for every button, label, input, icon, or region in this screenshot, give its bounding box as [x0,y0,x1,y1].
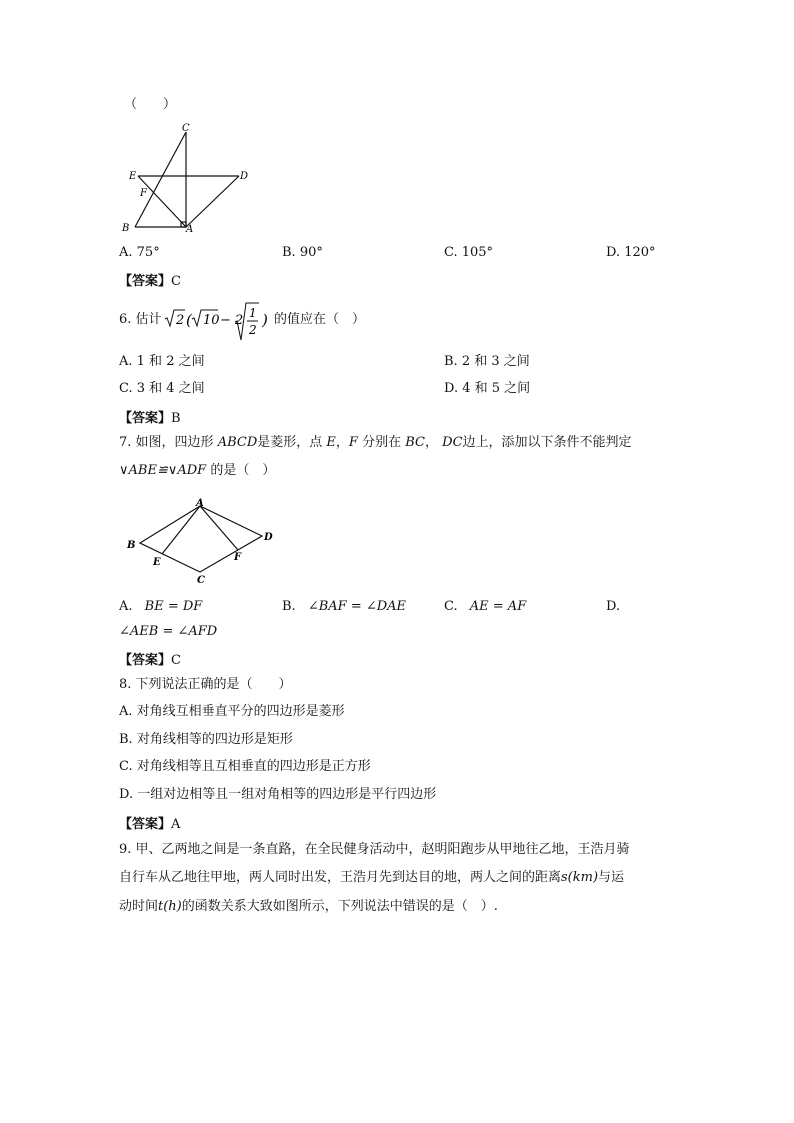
label-b: B [122,223,130,234]
q7-text-f2: 边上，添加以下条件不能判定 [462,435,632,450]
q9-line1: 9. 甲、乙两地之间是一条直路，在全民健身活动中，赵明阳跑步从甲地往乙地，王浩月骑 [119,842,630,857]
q8-option-a: A. 对角线互相垂直平分的四边形是菱形 [119,704,345,719]
q5-figure [118,120,258,236]
q6-math-expression [164,300,274,344]
q7-text-e2: ， [425,435,439,450]
label-c: C [182,123,190,134]
q8-answer [119,813,180,832]
q7-text-d: 分别在 [362,435,402,450]
label-b: B [127,540,136,551]
answer-value: C [171,274,181,289]
q9-distance-var: s(km) [561,870,599,885]
q7-option-d-expression: ∠AEB = ∠AFD [119,624,218,639]
label-c: C [197,575,205,586]
q7-bc: BC [405,435,425,450]
q7-dc: DC [442,435,463,450]
lparen: ( [186,311,192,329]
minus-two: − 2 [220,313,244,328]
label-e: E [153,557,161,568]
q9-time-var: t(h) [158,899,182,914]
answer-value: B [171,411,181,426]
q9-line3-text-a: 动时间 [119,899,159,914]
label-d: D [240,171,249,182]
option-expression: AE = AF [469,599,527,614]
q6-prefix: 6. 估计 [119,312,162,327]
answer-key: 【答案】 [119,653,172,668]
q8-option-d: D. 一组对边相等且一组对角相等的四边形是平行四边形 [119,787,437,802]
q9-line2-text-a: 自行车从乙地往甲地，两人同时出发，王浩月先到达目的地，两人之间的距离 [119,870,562,885]
rparen: ) [262,311,268,329]
option-expression: ∠BAF = ∠DAE [307,599,407,614]
q7-f: F [348,435,358,450]
line-da [186,176,239,227]
sqrt10-radicand: 10 [203,313,220,328]
q7-rhombus-figure [124,496,284,586]
label-f: F [234,552,242,563]
answer-key: 【答案】 [119,274,172,289]
q6-answer [119,407,181,426]
q6-option-d: D. 4 和 5 之间 [444,381,531,396]
label-a: A [196,498,204,509]
q9-line3 [119,898,498,916]
answer-key: 【答案】 [119,817,172,832]
label-d: D [264,532,273,543]
q7-option-c [444,598,526,616]
line-af [200,506,238,550]
q5-option-d: D. 120° [606,245,656,260]
q7-line1 [119,434,632,452]
q7-text-a: 7. 如图，四边形 [119,435,214,450]
q7-answer [119,649,181,668]
q7-option-a [119,598,202,616]
q9-line3-text-b: 的函数关系大致如图所示，下列说法中错误的是（ ）. [181,899,498,914]
q6-option-b: B. 2 和 3 之间 [444,354,530,369]
q6-option-a: A. 1 和 2 之间 [119,354,205,369]
q8-option-c: C. 对角线相等且互相垂直的四边形是正方形 [119,759,371,774]
q9-line2 [119,869,624,887]
line-ae [162,506,200,554]
option-letter: B. [282,599,296,614]
answer-value: C [171,653,181,668]
q5-option-c: C. 105° [444,245,494,260]
q5-option-b: B. 90° [282,245,323,260]
q7-option-d-letter: D. [606,599,621,614]
q9-line2-text-b: 与运 [598,870,625,885]
q7-congruence: ∨ABE≌∨ADF [119,463,207,478]
label-f: F [140,188,147,199]
q7-text-c: ， [335,435,349,450]
q6-option-c: C. 3 和 4 之间 [119,381,205,396]
q6-suffix: 的值应在（ ） [274,312,366,327]
answer-value: A [171,817,181,832]
option-letter: C. [444,599,458,614]
q8-stem: 8. 下列说法正确的是（ ） [119,677,292,692]
option-expression: BE = DF [144,599,203,614]
q7-option-b [282,598,406,616]
q5-answer [119,270,181,289]
answer-key: 【答案】 [119,411,172,426]
q7-abcd: ABCD [217,435,258,450]
label-a: A [186,224,194,235]
q8-option-b: B. 对角线相等的四边形是矩形 [119,732,293,747]
option-letter: A. [119,599,133,614]
q5-option-a: A. 75° [119,245,160,260]
q7-text-b: 是菱形，点 [257,435,323,450]
label-e: E [129,171,137,182]
sqrt2-radicand: 2 [176,313,185,328]
frac-num: 1 [249,306,257,320]
frac-den: 2 [249,323,257,337]
q7-line2 [119,462,275,480]
q7-line2-text: 的是（ ） [210,463,276,478]
line-ea [138,176,186,227]
q5-stem-paren: （ ） [124,97,177,112]
q7-e: E [326,435,336,450]
line-bc [135,132,186,227]
